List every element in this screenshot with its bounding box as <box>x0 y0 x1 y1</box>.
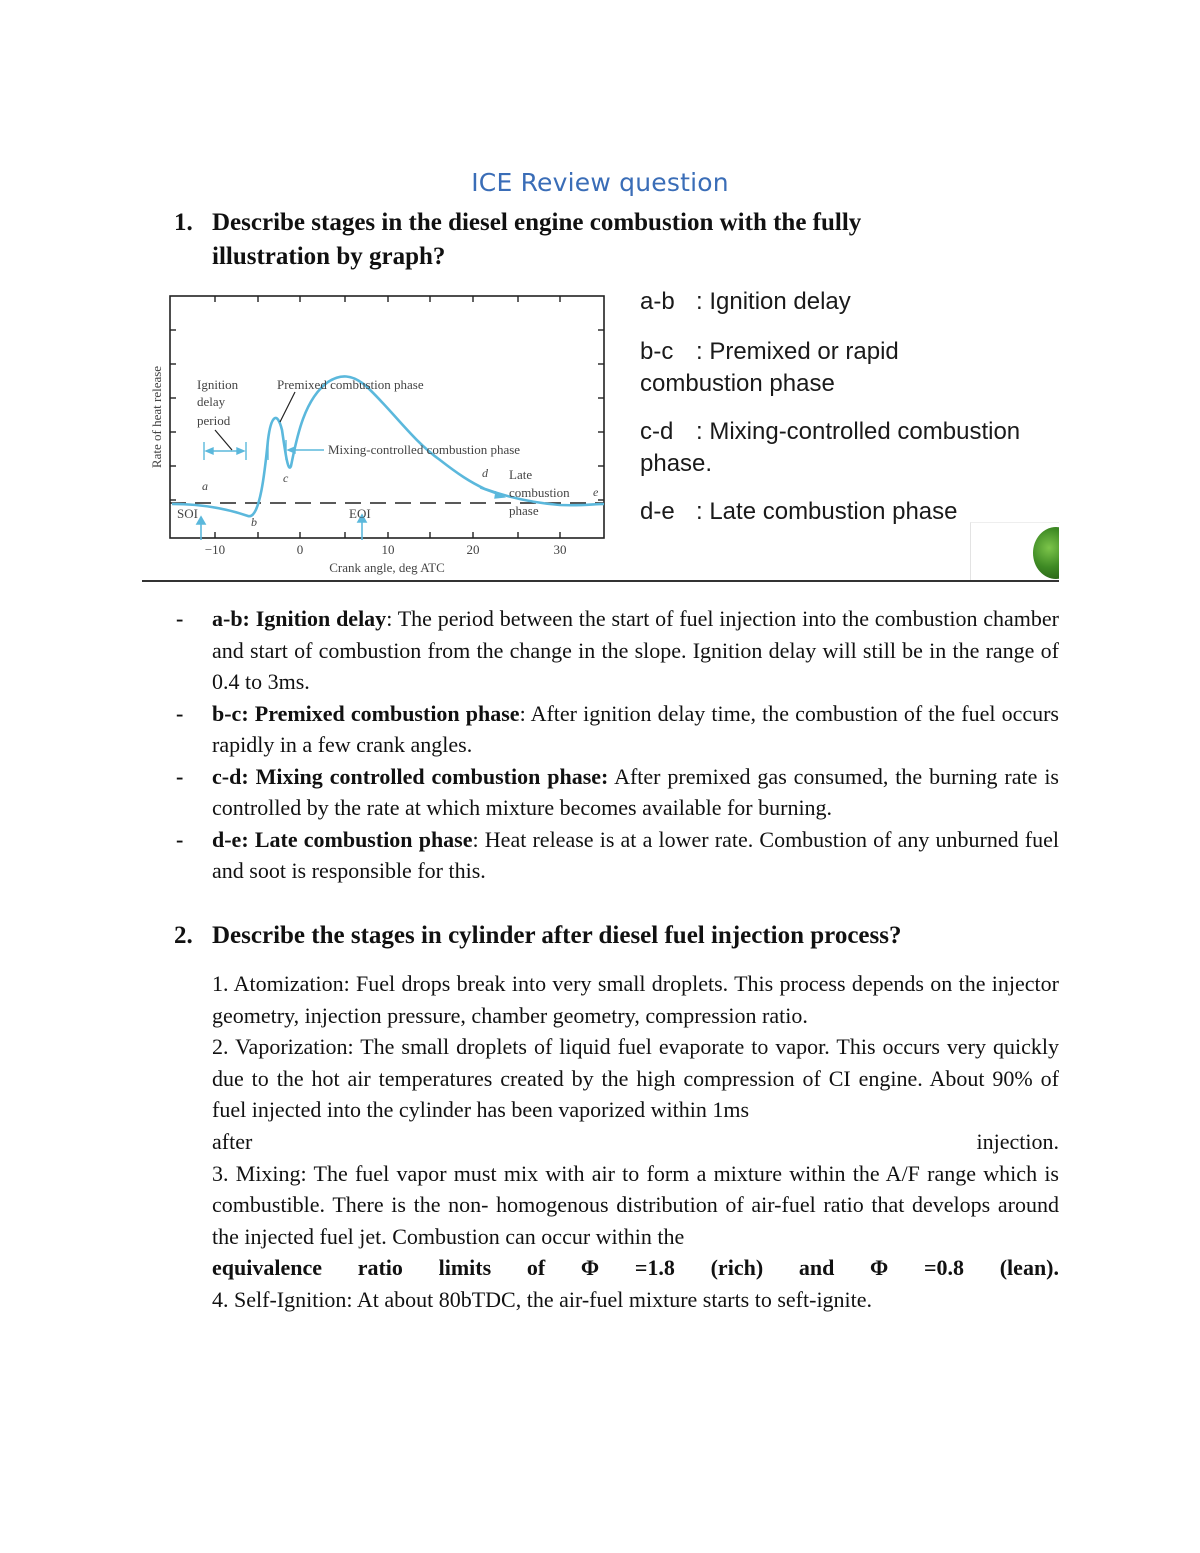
bullet-body: : The period between the start of fuel injection into the combustion chamber and start of combustion from the change in the slope. Ignition delay will still be in the range of 0.4 to 3ms. <box>212 606 1059 694</box>
heat-release-figure <box>140 290 615 580</box>
x-tick-10: 10 <box>381 542 395 557</box>
question-1-number: 1. <box>174 209 193 236</box>
left-ticks <box>170 330 176 500</box>
phase-label: : Late combustion phase <box>696 498 958 525</box>
point-e: e <box>593 485 599 499</box>
question-2-number: 2. <box>174 922 193 949</box>
phase-label: : Ignition delay <box>696 288 851 315</box>
bullet-body: : After ignition delay time, the combustion of the fuel occurs rapidly in a few crank angles. <box>212 700 1059 757</box>
stage-mixing: 3. Mixing: The fuel vapor must mix with air to form a mixture within the A/F range which is combustible. There is the non- homogenous distribution of air-fuel ratio that develops around the injected fuel jet. Combustion can occur within the <box>212 1160 1059 1249</box>
stage-atomization: 1. Atomization: Fuel drops break into very small droplets. This process depends on the injector geometry, injection pressure, chamber geometry, compression ratio. <box>212 971 1059 1028</box>
bullet-body: After premixed gas consumed, the burning rate is controlled by the rate at which mixture becomes available for burning. <box>212 763 1059 820</box>
label-late: Late <box>509 467 533 482</box>
stage-self-ignition: 4. Self-Ignition: At about 80bTDC, the air-fuel mixture starts to seft-ignite. <box>212 1286 873 1312</box>
label-mixing: Mixing-controlled combustion phase <box>328 442 521 457</box>
phase-item <box>640 496 958 528</box>
phase-label: : Premixed or rapid combustion phase <box>640 338 899 397</box>
phase-item <box>640 336 960 400</box>
top-ticks <box>215 296 560 302</box>
x-tick-30: 30 <box>553 542 567 557</box>
stage-mixing-limits: equivalence ratio limits of Φ =1.8 (rich) and Φ =0.8 (lean). <box>212 1255 1059 1281</box>
bullet-head: b-c: Premixed combustion phase <box>212 700 520 726</box>
point-b: b <box>251 515 257 529</box>
phase-descriptions <box>174 603 1059 887</box>
globe-image <box>970 522 1059 581</box>
stage-vaporization: 2. Vaporization: The small droplets of liquid fuel evaporate to vapor. This occurs very quickly due to the hot air temperatures created by the high compression of CI engine. About 90% of fuel injected into the cylinder has been vaporized within 1ms <box>212 1034 1059 1123</box>
point-d: d <box>482 466 488 480</box>
bullet-body: : Heat release is at a lower rate. Combustion of any unburned fuel and soot is responsible for this. <box>212 826 1060 883</box>
ignition-delay-bracket <box>204 442 246 460</box>
phase-label: : Mixing-controlled combustion phase. <box>640 418 1021 477</box>
phase-code: d-e <box>640 498 675 525</box>
label-premixed: Premixed combustion phase <box>277 377 424 392</box>
x-tick-20: 20 <box>466 542 480 557</box>
list-item: - c-d: Mixing controlled combustion phase: After premixed gas consumed, the burning rate is controlled by the rate at which mixture becomes available for burning. <box>176 763 1059 820</box>
label-phase: phase <box>509 503 539 518</box>
question-1-text: Describe stages in the diesel engine combustion with the fully illustration by graph? <box>212 209 862 270</box>
label-soi: SOI <box>177 506 198 521</box>
label-ignition: Ignition <box>197 377 239 392</box>
x-axis-label: Crank angle, deg ATC <box>329 560 445 575</box>
bullet-head: a-b: Ignition delay <box>212 606 387 631</box>
ignition-leader <box>215 430 232 450</box>
phase-code: b-c <box>640 338 674 365</box>
list-item: - b-c: Premixed combustion phase: After ignition delay time, the combustion of the fuel occurs rapidly in a few crank angles. <box>176 700 1059 757</box>
label-combustion: combustion <box>509 485 570 500</box>
question-2-text: Describe the stages in cylinder after diesel fuel injection process? <box>212 922 902 949</box>
soi-arrow <box>197 517 205 540</box>
bottom-ticks <box>215 532 560 538</box>
list-item: - d-e: Late combustion phase: Heat release is at a lower rate. Combustion of any unburned fuel and soot is responsible for this. <box>176 826 1060 883</box>
phase-code: a-b <box>640 288 675 315</box>
right-ticks <box>598 330 604 500</box>
label-delay: delay <box>197 394 226 409</box>
label-eoi: EOI <box>349 506 371 521</box>
bullet-head: c-d: Mixing controlled combustion phase: <box>212 763 609 789</box>
bullet-head: d-e: Late combustion phase <box>212 826 473 852</box>
list-item: - a-b: Ignition delay: The period between the start of fuel injection into the combustion chamber and start of combustion from the change in the slope. Ignition delay will still be in the range of 0.4 to 3ms. <box>176 606 1059 694</box>
horizontal-divider <box>142 580 1059 582</box>
premixed-leader <box>280 392 295 422</box>
globe-icon <box>1033 527 1059 579</box>
label-period: period <box>197 413 231 428</box>
y-axis-label: Rate of heat release <box>149 365 164 469</box>
phase-code: c-d <box>640 418 674 445</box>
phase-item <box>640 416 1070 480</box>
x-tick-neg10: −10 <box>204 542 226 557</box>
point-c: c <box>283 471 289 485</box>
stage-vaporization-tail: after injection. <box>212 1128 1059 1154</box>
point-a: a <box>202 479 208 493</box>
phase-item <box>640 286 851 318</box>
injection-stages-paragraph <box>212 968 1059 1316</box>
x-tick-0: 0 <box>296 542 304 557</box>
document-title: ICE Review question <box>471 168 729 197</box>
